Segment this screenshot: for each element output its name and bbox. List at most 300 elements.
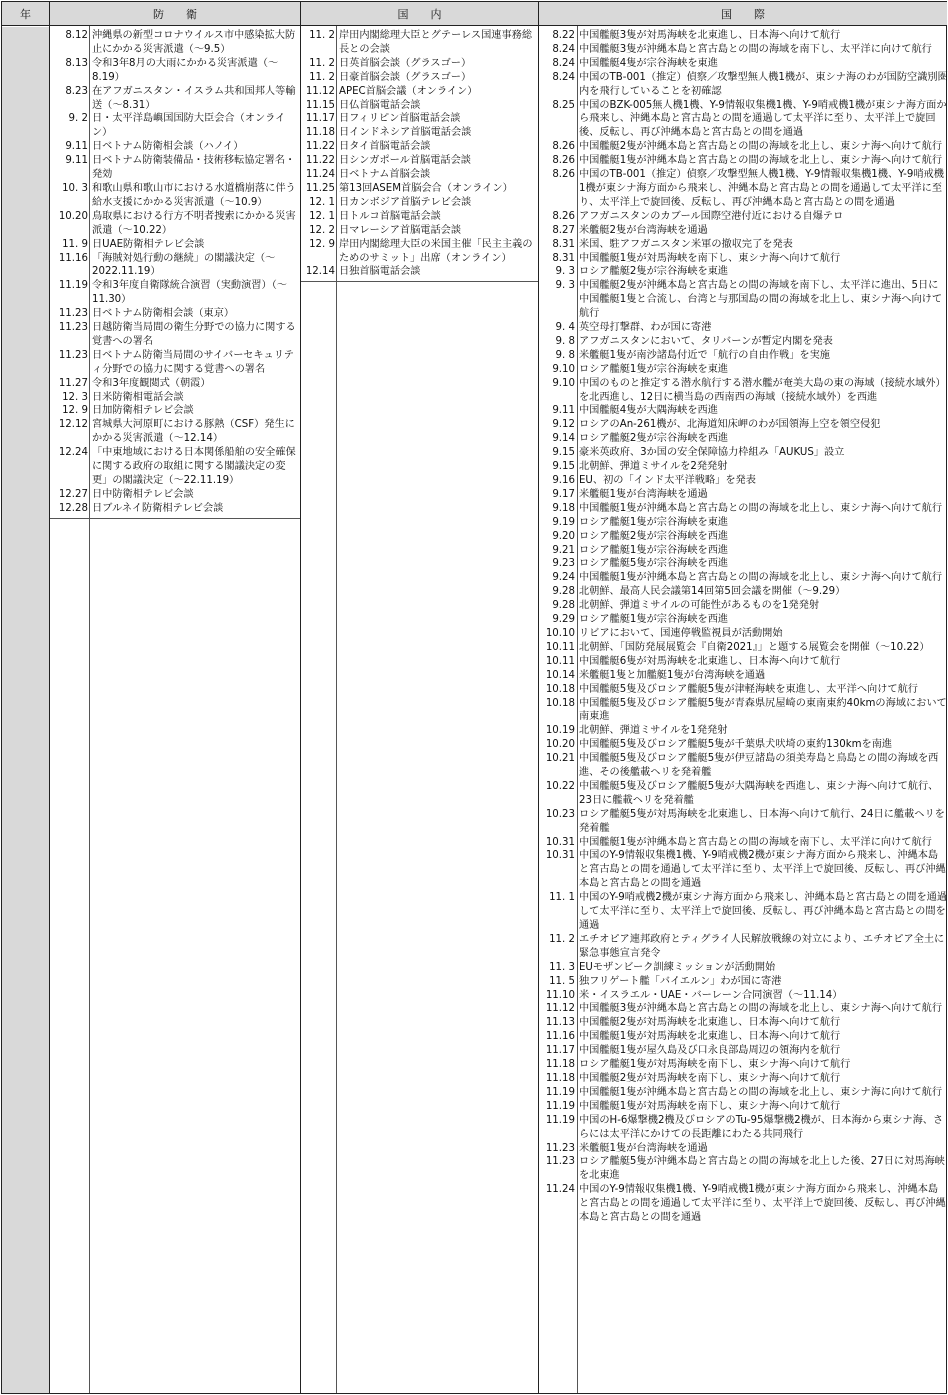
domestic-entry <box>301 57 538 71</box>
entry-text: EUモザンビーク訓練ミッションが活動開始 <box>579 961 776 973</box>
defense-entry <box>50 29 300 57</box>
entry-date: 11.19 <box>545 1086 575 1098</box>
entry-text: ロシア艦艇1隻が宗谷海峡を西進 <box>579 614 729 626</box>
entry-date: 11. 1 <box>549 892 575 904</box>
entry-text: 日・太平洋島嶼国国防大臣会合（オンライン） <box>92 113 286 139</box>
entry-text: 日タイ首脳電話会談 <box>339 141 431 153</box>
header-domestic-label: 国内 <box>397 7 464 21</box>
entry-text: 中国艦艇5隻及びロシア艦艇5隻が伊豆諸島の須美寿島と鳥島との間の海域を西進、その後艦載ヘリを発着艦 <box>579 753 939 779</box>
column-end-rule <box>50 518 300 519</box>
international-entry <box>539 849 948 891</box>
entry-text: 日シンガポール首脳電話会談 <box>339 155 471 167</box>
international-entry <box>539 99 948 141</box>
entry-text: 日ベトナム防衛装備品・技術移転協定署名・発効 <box>92 155 296 181</box>
domestic-entry <box>301 140 538 154</box>
international-entry <box>539 1016 948 1030</box>
entry-date: 8.31 <box>552 252 575 264</box>
entry-text: 日豪首脳会談（グラスゴー） <box>339 71 472 83</box>
defense-entry <box>50 321 300 349</box>
international-entry <box>539 252 948 266</box>
entry-date: 11.22 <box>305 141 335 153</box>
domestic-entry <box>301 265 538 279</box>
entry-date: 8.27 <box>552 224 575 236</box>
international-entry <box>539 1002 948 1016</box>
entry-text: ロシア艦艇5隻が対馬海峡を北東進し、日本海へ向けて航行、24日に艦載ヘリを発着艦 <box>579 808 945 834</box>
header-year <box>2 2 49 26</box>
international-entry <box>539 43 948 57</box>
defense-entry <box>50 418 300 446</box>
entry-date: 11.23 <box>545 1156 575 1168</box>
header-defense-label: 防衛 <box>153 7 219 21</box>
entry-date: 10.11 <box>545 641 575 653</box>
entry-date: 12. 9 <box>62 405 88 417</box>
entry-date: 11.19 <box>545 1100 575 1112</box>
entry-text: 米・イスラエル・UAE・バーレーン合同演習（～11.14） <box>579 989 843 1001</box>
international-entry <box>539 474 948 488</box>
international-entry <box>539 627 948 641</box>
entry-text: 中国艦艇4隻が大隅海峡を西進 <box>579 405 718 417</box>
entry-text: 中国艦艇1隻が沖縄本島と宮古島との間の海域を北上し、東シナ海へ向けて航行 <box>579 155 943 167</box>
entry-date: 9.15 <box>552 461 575 473</box>
entry-text: 中国艦艇2隻が対馬海峡を北東進し、日本海へ向けて航行 <box>579 1017 841 1029</box>
entry-text: 米艦艇1隻と加艦艇1隻が台湾海峡を通過 <box>579 669 766 681</box>
entry-text: 中国のものと推定する潜水航行する潜水艦が奄美大島の東の海域（接続水域外）を北西進し、12日に横当島の西南西の海域（接続水域外）を西進 <box>579 377 946 403</box>
defense-entry <box>50 377 300 391</box>
defense-entry <box>50 391 300 405</box>
entry-date: 9.15 <box>552 447 575 459</box>
entry-text: 日越防衛当局間の衛生分野での協力に関する覚書への署名 <box>92 322 296 347</box>
entry-text: 日ベトナム防衛相会談（東京） <box>92 308 235 320</box>
international-entry <box>539 265 948 279</box>
entry-date: 8.26 <box>552 169 575 181</box>
entry-text: 岸田内閣総理大臣とグテーレス国連事務総長との会談 <box>339 30 533 55</box>
header-domestic <box>301 2 538 26</box>
entry-date: 9. 8 <box>555 349 575 361</box>
entry-text: 中国艦艇1隻が対馬海峡を南下し、東シナ海へ向けて航行 <box>579 1100 841 1112</box>
entry-date: 12.14 <box>305 266 335 278</box>
domestic-column <box>301 29 538 279</box>
entry-date: 11.22 <box>305 155 335 167</box>
entry-text: 日トルコ首脳電話会談 <box>339 210 441 222</box>
entry-date: 11.18 <box>545 1059 575 1071</box>
entry-date: 9. 3 <box>555 266 575 278</box>
entry-date: 9.17 <box>552 488 575 500</box>
entry-date: 9.10 <box>552 363 575 375</box>
entry-text: 北朝鮮、弾道ミサイルの可能性があるものを1発発射 <box>579 600 820 612</box>
entry-date: 9. 8 <box>555 335 575 347</box>
international-entry <box>539 154 948 168</box>
international-entry <box>539 989 948 1003</box>
entry-text: 中国艦艇1隻が対馬海峡を北東進し、日本海へ向けて航行 <box>579 1031 841 1043</box>
international-entry <box>539 669 948 683</box>
entry-text: 日英首脳会談（グラスゴー） <box>339 57 472 69</box>
chronology-table <box>1 1 947 1394</box>
entry-text: 日独首脳電話会談 <box>339 266 421 278</box>
entry-date: 11.18 <box>545 1072 575 1084</box>
international-entry <box>539 321 948 335</box>
international-entry <box>539 404 948 418</box>
international-entry <box>539 571 948 585</box>
defense-entry <box>50 85 300 113</box>
entry-date: 9.29 <box>552 614 575 626</box>
entry-text: 中国のTB-001（推定）偵察／攻撃型無人機1機が、東シナ海のわが国防空識別圏内を飛行していることを初確認 <box>579 71 948 97</box>
entry-text: 岸田内閣総理大臣の米国主催「民主主義のためのサミット」出席（オンライン） <box>339 238 533 264</box>
entry-text: 日フィリピン首脳電話会談 <box>339 113 461 125</box>
entry-date: 10.23 <box>545 808 575 820</box>
entry-date: 11.18 <box>305 127 335 139</box>
international-column <box>539 29 948 1225</box>
international-entry <box>539 238 948 252</box>
international-entry <box>539 1155 948 1183</box>
entry-date: 9.23 <box>552 558 575 570</box>
entry-date: 11.24 <box>545 1184 575 1196</box>
entry-date: 10.18 <box>545 683 575 695</box>
entry-date: 9. 2 <box>68 113 88 125</box>
entry-date: 9.11 <box>65 141 88 153</box>
entry-date: 10.18 <box>545 697 575 709</box>
international-entry <box>539 557 948 571</box>
entry-date: 11.12 <box>545 1003 575 1015</box>
entry-text: リビアにおいて、国連停戦監視員が活動開始 <box>579 627 783 639</box>
entry-date: 10. 3 <box>62 182 88 194</box>
entry-text: 中国艦艇1隻が沖縄本島と宮古島との間の海域を北上し、東シナ海へ向けて航行 <box>579 572 943 584</box>
entry-text: 日ベトナム首脳会談 <box>339 169 431 181</box>
entry-date: 12.12 <box>58 419 88 431</box>
entry-date: 11.19 <box>58 280 88 292</box>
international-entry <box>539 140 948 154</box>
entry-text: 日インドネシア首脳電話会談 <box>339 127 472 139</box>
international-entry <box>539 71 948 99</box>
entry-text: 中国艦艇1隻が対馬海峡を南下し、東シナ海へ向けて航行 <box>579 252 841 264</box>
entry-date: 10.31 <box>545 850 575 862</box>
entry-text: 中国艦艇1隻が屋久島及び口永良部島周辺の領海内を航行 <box>579 1045 841 1057</box>
entry-date: 8.13 <box>65 57 88 69</box>
entry-text: 中国のY-9情報収集機1機、Y-9哨戒機1機が東シナ海方面から飛来し、沖縄本島と宮古島との間を通過して太平洋に至り、太平洋上で旋回後、反転し、再び沖縄本島と宮古島との間を通過 <box>579 1184 946 1224</box>
domestic-entry <box>301 112 538 126</box>
entry-text: 中国艦艇4隻が宗谷海峡を東進 <box>579 57 718 69</box>
entry-date: 9.28 <box>552 600 575 612</box>
entry-text: ロシア艦艇1隻が宗谷海峡を東進 <box>579 363 729 375</box>
entry-date: 9.24 <box>552 572 575 584</box>
entry-text: 日UAE防衛相テレビ会談 <box>92 238 205 250</box>
entry-date: 10.20 <box>58 210 88 222</box>
entry-date: 9.12 <box>552 419 575 431</box>
defense-entry <box>50 404 300 418</box>
entry-text: 第13回ASEM首脳会合（オンライン） <box>339 182 513 194</box>
entry-text: 中国のY-9情報収集機1機、Y-9哨戒機2機が東シナ海方面から飛来し、沖縄本島と宮古島との間を通過して太平洋に至り、太平洋上で旋回後、反転し、再び沖縄本島と宮古島との間を通過 <box>579 850 946 890</box>
header-international-label: 国際 <box>721 7 787 21</box>
entry-text: 中国艦艇2隻が沖縄本島と宮古島との間の海域を北上し、東シナ海へ向けて航行 <box>579 141 943 153</box>
entry-text: 日仏首脳電話会談 <box>339 99 421 111</box>
entry-date: 12.27 <box>58 488 88 500</box>
entry-date: 11.15 <box>305 99 335 111</box>
domestic-entry <box>301 238 538 266</box>
international-entry <box>539 724 948 738</box>
domestic-entry <box>301 29 538 57</box>
entry-text: 北朝鮮、弾道ミサイルを1発発射 <box>579 725 728 737</box>
defense-entry <box>50 140 300 154</box>
domestic-entry <box>301 71 538 85</box>
entry-text: 北朝鮮、「国防発展展覧会『自衛2021』」と題する展覧会を開催（～10.22） <box>579 641 930 653</box>
entry-date: 11. 2 <box>549 933 575 945</box>
entry-date: 11.27 <box>58 377 88 389</box>
entry-date: 10.21 <box>545 753 575 765</box>
entry-date: 11.23 <box>58 308 88 320</box>
entry-date: 11. 2 <box>309 30 335 41</box>
entry-date: 11. 2 <box>309 71 335 83</box>
entry-text: 日ブルネイ防衛相テレビ会談 <box>92 502 224 514</box>
international-entry <box>539 975 948 989</box>
domestic-entry <box>301 99 538 113</box>
entry-text: ロシア艦艇2隻が宗谷海峡を西進 <box>579 530 729 542</box>
entry-text: 北朝鮮、弾道ミサイルを2発発射 <box>579 461 728 473</box>
entry-text: 鳥取県における行方不明者捜索にかかる災害派遣（～10.22） <box>92 210 296 236</box>
defense-entry <box>50 502 300 516</box>
entry-text: 和歌山県和歌山市における水道橋崩落に伴う給水支援にかかる災害派遣（～10.9） <box>92 182 296 208</box>
entry-text: 「中東地域における日本関係船舶の安全確保に関する政府の取組に関する閣議決定の変更」の閣議決定（～22.11.19） <box>92 447 296 486</box>
entry-text: 日ベトナム防衛当局間のサイバーセキュリティ分野での協力に関する覚書への署名 <box>92 349 294 375</box>
entry-date: 9.11 <box>552 405 575 417</box>
entry-text: 日米防衛相電話会談 <box>92 391 184 403</box>
entry-date: 11.17 <box>545 1045 575 1057</box>
entry-date: 11. 5 <box>549 975 575 987</box>
international-entry <box>539 488 948 502</box>
international-entry <box>539 599 948 613</box>
entry-date: 11.24 <box>305 169 335 181</box>
domestic-entry <box>301 154 538 168</box>
international-entry <box>539 1072 948 1086</box>
international-entry <box>539 752 948 780</box>
entry-date: 10.10 <box>545 627 575 639</box>
entry-text: 中国艦艇2隻が沖縄本島と宮古島との間の海域を南下し、太平洋に進出、5日に中国艦艇1隻と合流し、台湾と与那国島の間の海域を北上し、東シナ海へ向けて航行 <box>579 280 943 320</box>
entry-date: 11.16 <box>545 1031 575 1043</box>
entry-text: ロシア艦艇2隻が宗谷海峡を西進 <box>579 433 729 445</box>
international-entry <box>539 1044 948 1058</box>
entry-date: 10.11 <box>545 655 575 667</box>
entry-text: 中国艦艇5隻及びロシア艦艇5隻が津軽海峡を東進し、太平洋へ向けて航行 <box>579 683 918 695</box>
domestic-entry <box>301 85 538 99</box>
international-entry <box>539 544 948 558</box>
entry-text: ロシアのAn-261機が、北海道知床岬のわが国領海上空を領空侵犯 <box>579 419 881 431</box>
international-entry <box>539 683 948 697</box>
international-entry <box>539 697 948 725</box>
defense-entry <box>50 238 300 252</box>
entry-text: 「海賊対処行動の継続」の閣議決定（～2022.11.19） <box>92 252 276 278</box>
entry-date: 9.11 <box>65 155 88 167</box>
international-entry <box>539 1183 948 1225</box>
entry-date: 8.31 <box>552 238 575 250</box>
year-column <box>2 27 49 1393</box>
international-entry <box>539 460 948 474</box>
entry-date: 12. 2 <box>309 224 335 236</box>
entry-date: 8.12 <box>65 30 88 41</box>
defense-entry <box>50 307 300 321</box>
domestic-entry <box>301 196 538 210</box>
entry-date: 11.12 <box>305 85 335 97</box>
international-entry <box>539 516 948 530</box>
entry-text: 令和3年8月の大雨にかかる災害派遣（～8.19） <box>92 57 279 83</box>
entry-date: 9.19 <box>552 516 575 528</box>
entry-date: 9.14 <box>552 433 575 445</box>
entry-date: 12. 9 <box>309 238 335 250</box>
entry-text: エチオピア連邦政府とティグライ人民解放戦線の対立により、エチオピア全土に緊急事態宣言発令 <box>579 933 945 959</box>
entry-date: 8.26 <box>552 155 575 167</box>
international-entry <box>539 432 948 446</box>
entry-text: 日加防衛相テレビ会談 <box>92 405 194 417</box>
entry-text: 独フリゲート艦「バイエルン」わが国に寄港 <box>579 975 782 987</box>
defense-entry <box>50 57 300 85</box>
entry-text: ロシア艦艇5隻が宗谷海峡を西進 <box>579 558 729 570</box>
entry-text: 北朝鮮、最高人民会議第14回第5回会議を開催（～9.29） <box>579 586 846 598</box>
international-entry <box>539 29 948 43</box>
entry-text: 日ベトナム防衛相会談（ハノイ） <box>92 141 244 153</box>
entry-text: 中国のH-6爆撃機2機及びロシアのTu-95爆撃機2機が、日本海から東シナ海、さらには太平洋にかけての長距離にわたる共同飛行 <box>579 1114 944 1140</box>
defense-entry <box>50 349 300 377</box>
entry-date: 8.24 <box>552 71 575 83</box>
entry-date: 11.16 <box>58 252 88 264</box>
entry-text: 中国のY-9哨戒機2機が東シナ海方面から飛来し、沖縄本島と宮古島との間を通過して太平洋に至り、太平洋上で旋回後、反転し、再び沖縄本島と宮古島との間を通過 <box>579 892 948 931</box>
entry-text: 中国艦艇5隻及びロシア艦艇5隻が大隅海峡を西進し、東シナ海へ向けて航行、23日に艦載ヘリを発着艦 <box>579 780 939 806</box>
defense-entry <box>50 154 300 182</box>
entry-date: 9.16 <box>552 475 575 486</box>
entry-text: 中国のTB-001（推定）偵察／攻撃型無人機1機、Y-9情報収集機1機、Y-9哨戒機1機が東シナ海方面から飛来し、沖縄本島と宮古島との間を通過して太平洋に至り、太平洋上で旋回後、反転し、再び沖縄本島と宮古島との間を通過 <box>579 169 944 208</box>
entry-text: ロシア艦艇2隻が宗谷海峡を東進 <box>579 266 729 278</box>
entry-date: 12. 1 <box>309 196 335 208</box>
entry-date: 10.22 <box>545 780 575 792</box>
international-entry <box>539 168 948 210</box>
international-entry <box>539 836 948 850</box>
entry-date: 11.23 <box>58 349 88 361</box>
domestic-entry <box>301 168 538 182</box>
international-entry <box>539 224 948 238</box>
entry-date: 10.31 <box>545 836 575 848</box>
entry-date: 11.19 <box>545 1114 575 1126</box>
defense-column <box>50 29 300 516</box>
entry-text: ロシア艦艇5隻が沖縄本島と宮古島との間の海域を北上した後、27日に対馬海峡を北東進 <box>579 1156 945 1182</box>
international-entry <box>539 1100 948 1114</box>
entry-text: EU、初の「インド太平洋戦略」を発表 <box>579 475 756 486</box>
entry-date: 11. 3 <box>549 961 575 973</box>
entry-date: 11.25 <box>305 182 335 194</box>
entry-text: ロシア艦艇1隻が宗谷海峡を西進 <box>579 544 729 556</box>
entry-date: 12.28 <box>58 502 88 514</box>
entry-text: ロシア艦艇1隻が対馬海峡を南下し、東シナ海へ向けて航行 <box>579 1059 851 1071</box>
entry-date: 10.19 <box>545 725 575 737</box>
international-entry <box>539 446 948 460</box>
entry-date: 9. 3 <box>555 280 575 292</box>
header-international <box>539 2 947 26</box>
international-entry <box>539 780 948 808</box>
entry-text: 中国艦艇5隻及びロシア艦艇5隻が千葉県犬吠埼の東約130kmを南進 <box>579 739 893 751</box>
entry-date: 8.24 <box>552 43 575 55</box>
international-entry <box>539 1142 948 1156</box>
header-defense <box>50 2 300 26</box>
entry-text: 英空母打撃群、わが国に寄港 <box>579 322 712 334</box>
entry-date: 8.26 <box>552 210 575 222</box>
entry-date: 12.24 <box>58 447 88 459</box>
international-entry <box>539 613 948 627</box>
international-entry <box>539 57 948 71</box>
international-entry <box>539 641 948 655</box>
defense-entry <box>50 112 300 140</box>
entry-text: 米艦艇1隻が台湾海峡を通過 <box>579 488 708 500</box>
entry-text: 中国艦艇3隻が対馬海峡を北東進し、日本海へ向けて航行 <box>579 30 841 41</box>
international-entry <box>539 1030 948 1044</box>
entry-text: 令和3年度観閲式（朝霞） <box>92 377 211 389</box>
entry-text: 中国のBZK-005無人機1機、Y-9情報収集機1機、Y-9哨戒機1機が東シナ海方面から飛来し、沖縄本島と宮古島との間を通過して太平洋に至り、太平洋上で旋回後、反転し、再び沖縄本島と宮古島との間を通過 <box>579 99 947 139</box>
defense-entry <box>50 488 300 502</box>
entry-text: 米艦艇1隻が南沙諸島付近で「航行の自由作戦」を実施 <box>579 349 830 361</box>
header-year-label: 年 <box>20 7 31 21</box>
entry-date: 9.20 <box>552 530 575 542</box>
international-entry <box>539 210 948 224</box>
defense-entry <box>50 446 300 488</box>
entry-text: 在アフガニスタン・イスラム共和国邦人等輸送（～8.31） <box>92 85 296 111</box>
international-entry <box>539 655 948 669</box>
international-entry <box>539 585 948 599</box>
international-entry <box>539 530 948 544</box>
entry-text: 中国艦艇1隻が沖縄本島と宮古島との間の海域を南下し、太平洋に向けて航行 <box>579 836 932 848</box>
entry-text: 中国艦艇2隻が対馬海峡を南下し、東シナ海へ向けて航行 <box>579 1072 841 1084</box>
domestic-entry <box>301 126 538 140</box>
entry-text: 中国艦艇1隻が沖縄本島と宮古島との間の海域を北上し、東シナ海に向けて航行 <box>579 1086 943 1098</box>
entry-date: 9. 4 <box>555 322 575 334</box>
international-entry <box>539 279 948 321</box>
international-entry <box>539 349 948 363</box>
entry-text: アフガニスタンにおいて、タリバーンが暫定内閣を発表 <box>579 335 833 347</box>
entry-text: 米国、駐アフガニスタン米軍の撤収完了を発表 <box>579 238 793 250</box>
entry-date: 11. 9 <box>62 238 88 250</box>
entry-text: 豪米英政府、3か国の安全保障協力枠組み「AUKUS」設立 <box>579 447 845 459</box>
entry-text: 中国艦艇5隻及びロシア艦艇5隻が青森県尻屋崎の東南東約40kmの海域において南東進 <box>579 697 947 723</box>
entry-date: 11.13 <box>545 1017 575 1029</box>
entry-date: 10.14 <box>545 669 575 681</box>
entry-text: 日マレーシア首脳電話会談 <box>339 224 462 236</box>
entry-text: ロシア艦艇1隻が宗谷海峡を東進 <box>579 516 729 528</box>
entry-text: APEC首脳会議（オンライン） <box>339 85 478 97</box>
international-entry <box>539 377 948 405</box>
entry-date: 8.24 <box>552 57 575 69</box>
international-entry <box>539 502 948 516</box>
entry-text: 沖縄県の新型コロナウイルス市中感染拡大防止にかかる災害派遣（～9.5） <box>92 30 296 55</box>
entry-date: 9.28 <box>552 586 575 598</box>
entry-date: 8.23 <box>65 85 88 97</box>
entry-text: 令和3年度自衛隊統合演習（実動演習）（～11.30） <box>92 280 287 306</box>
domestic-entry <box>301 224 538 238</box>
entry-text: アフガニスタンのカブール国際空港付近における自爆テロ <box>579 210 844 222</box>
entry-text: 中国艦艇3隻が沖縄本島と宮古島との間の海域を南下し、太平洋に向けて航行 <box>579 43 932 55</box>
international-entry <box>539 1058 948 1072</box>
entry-text: 日カンボジア首脳テレビ会談 <box>339 196 472 208</box>
international-entry <box>539 738 948 752</box>
international-entry <box>539 363 948 377</box>
entry-date: 8.22 <box>552 30 575 41</box>
international-entry <box>539 808 948 836</box>
defense-entry <box>50 252 300 280</box>
entry-date: 9.10 <box>552 377 575 389</box>
entry-text: 日中防衛相テレビ会談 <box>92 488 194 500</box>
entry-text: 中国艦艇1隻が沖縄本島と宮古島との間の海域を北上し、東シナ海へ向けて航行 <box>579 502 943 514</box>
entry-date: 8.26 <box>552 141 575 153</box>
international-entry <box>539 1086 948 1100</box>
international-entry <box>539 891 948 933</box>
entry-text: 中国艦艇3隻が沖縄本島と宮古島との間の海域を北上し、東シナ海へ向けて航行 <box>579 1003 943 1015</box>
entry-date: 12. 3 <box>62 391 88 403</box>
entry-text: 米艦艇2隻が台湾海峡を通過 <box>579 224 708 236</box>
entry-date: 11.23 <box>545 1142 575 1154</box>
international-entry <box>539 418 948 432</box>
entry-text: 中国艦艇6隻が対馬海峡を北東進し、日本海へ向けて航行 <box>579 655 841 667</box>
